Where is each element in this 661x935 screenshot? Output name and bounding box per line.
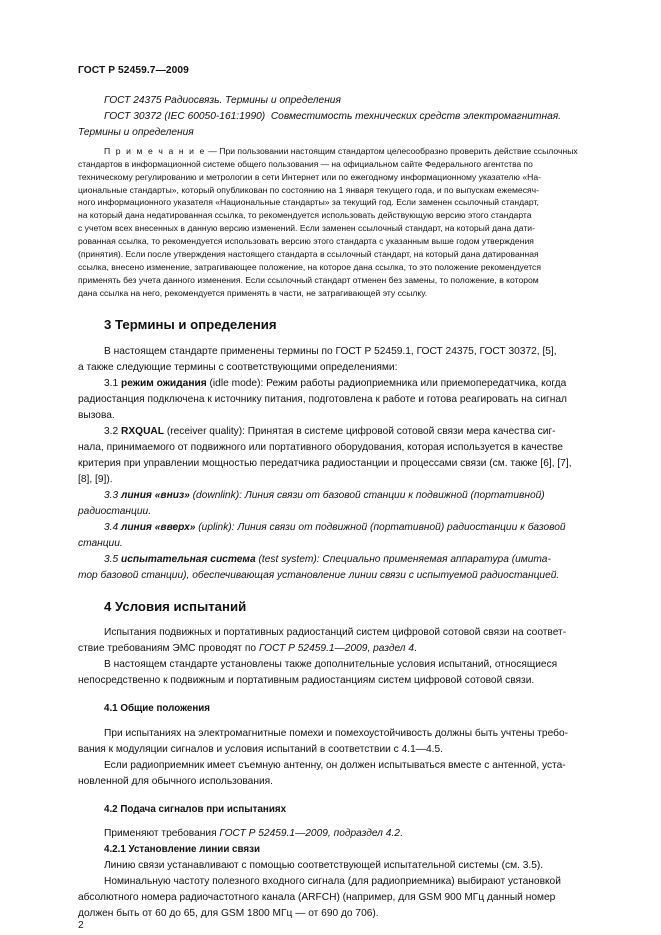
- term-number: 3.1: [104, 378, 121, 389]
- note-label: П р и м е ч а н и е: [104, 146, 206, 156]
- reference-gost-30372-text: ГОСТ 30372 (IEC 60050-161:1990) Совместимость технических средств электромагнитная.: [104, 111, 562, 122]
- note-line: дана ссылка на него, рекомендуется применять в части, не затрагивающей эту ссылку.: [78, 288, 428, 298]
- term-number: 3.3: [104, 490, 121, 501]
- term-3-5: [104, 555, 551, 565]
- note-line: циональные стандарты», который опубликован по состоянию на 1 января текущего года, и по выпускам ежемесяч-: [78, 185, 539, 195]
- reference-gost-24375: ГОСТ 24375 Радиосвязь. Термины и определения: [104, 95, 341, 106]
- note-line: ного информационного указателя «Национальные стандарты» за текущий год. Если заменен ссылочный стандарт,: [78, 197, 539, 207]
- term-name: испытательная система: [121, 554, 256, 565]
- s3-intro-line-1: В настоящем стандарте применены термины по ГОСТ Р 52459.1, ГОСТ 24375, ГОСТ 30372, [5],: [104, 346, 557, 357]
- term-number: 3.4: [104, 522, 121, 533]
- s42-p1-ref: ГОСТ Р 52459.1—2009, подраздел 4.2: [219, 828, 400, 839]
- s41-p1-line-2: вания к модуляции сигналов и условия испытаний в соответствии с 4.1—4.5.: [78, 744, 443, 755]
- term-number: 3.2: [104, 426, 121, 437]
- term-definition: (test system): Специально применяемая аппаратура (имита-: [255, 554, 551, 565]
- s421-p1: Линию связи устанавливают с помощью соответствующей испытательной системы (см. 3.5).: [104, 860, 544, 871]
- note-line: ссылка, внесено изменение, затрагивающее положение, на которое дана ссылка, то это положение рекомендуется: [78, 262, 541, 272]
- term-definition: (uplink): Линия связи от подвижной (портативной) радиостанции к базовой: [195, 522, 566, 533]
- note-line: с учетом всех внесенных в данную версию изменений. Если заменен ссылочный стандарт, на который дана дати-: [78, 223, 535, 233]
- term-number: 3.5: [104, 554, 121, 565]
- term-definition: (idle mode): Режим работы радиоприемника или приемопередатчика, когда: [206, 378, 567, 389]
- note-text-0: — При пользовании настоящим стандартом целесообразно проверить действие ссылочных: [205, 146, 578, 156]
- s41-p2-line-1: Если радиоприемник имеет съемную антенну, он должен испытываться вместе с антенной, уста-: [104, 760, 566, 771]
- term-name: режим ожидания: [121, 378, 207, 389]
- term-3-2-line: [8], [9]).: [78, 474, 113, 485]
- s42-p1-text: Применяют требования: [104, 828, 220, 839]
- term-3-2-line: критерия при управлении мощностью передатчика радиостанции и процессами связи (см. также [6], [7],: [78, 458, 572, 469]
- note-line: на который дана недатированная ссылка, то рекомендуется использовать действующую версию этого стандарта: [78, 210, 532, 220]
- section-4-1-title: 4.1 Общие положения: [104, 703, 211, 714]
- s4-p2-line-2: непосредственно к подвижным и портативным радиостанциям систем цифровой сотовой связи.: [78, 675, 535, 686]
- section-4-2-1-title: 4.2.1 Установление линии связи: [104, 844, 261, 855]
- term-3-2: [104, 427, 556, 437]
- reference-gost-30372-cont: Термины и определения: [78, 127, 194, 138]
- s4-p1-line-1: Испытания подвижных и портативных радиостанций систем цифровой сотовой связи на соответ-: [104, 627, 567, 638]
- note-line: техническому регулированию и метрологии в сети Интернет или по ежегодному информационному указателю «На-: [78, 172, 542, 182]
- term-name: линия «вверх»: [121, 522, 196, 533]
- s421-p2-line-2: абсолютного номера радиочастотного канала (ARFCH) (например, для GSM 900 МГц данный номер: [78, 892, 556, 903]
- note-line: применять без учета данного изменения. Если ссылочный стандарт отменен без замены, то положение, в котором: [78, 275, 539, 285]
- term-3-3: [104, 491, 545, 501]
- document-header: ГОСТ Р 52459.7—2009: [78, 65, 189, 76]
- s421-p2-line-1: Номинальную частоту полезного входного сигнала (для радиоприемника) выбирают установкой: [104, 876, 561, 887]
- term-3-5-line: тор базовой станции), обеспечивающая установление линии связи с испытуемой радиостанцией.: [78, 570, 560, 581]
- section-4-title: 4 Условия испытаний: [104, 599, 247, 614]
- s3-intro-line-2: а также следующие термины с соответствующими определениями:: [78, 362, 398, 373]
- s41-p2-line-2: новленной для обычного использования.: [78, 776, 274, 787]
- s42-p1: [104, 829, 403, 839]
- term-3-1: [104, 379, 566, 389]
- reference-gost-30372: [104, 112, 601, 122]
- s4-p2-line-1: В настоящем стандарте установлены также дополнительные условия испытаний, относящиеся: [104, 659, 558, 670]
- s4-p1-end: .: [414, 643, 417, 654]
- term-3-4: [104, 523, 566, 533]
- s41-p1-line-1: При испытаниях на электромагнитные помехи и помехоустойчивость должны быть учтены требо-: [104, 728, 569, 739]
- s4-p1-line-2: [78, 644, 417, 654]
- s4-p1-text: ствие требованиям ЭМС проводят по: [78, 643, 259, 654]
- note-line: рованная ссылка, то рекомендуется использовать версию этого стандарта с указанным выше годом утверждения: [78, 236, 534, 246]
- term-name: RXQUAL: [121, 426, 165, 437]
- page-number: 2: [78, 920, 84, 931]
- note-line: стандартов в информационной системе общего пользования — на официальном сайте Федерального агентства по: [78, 159, 533, 169]
- term-definition: (receiver quality): Принятая в системе цифровой сотовой связи мера качества сиг-: [164, 426, 556, 437]
- section-3-title: 3 Термины и определения: [104, 317, 277, 332]
- term-3-3-line: радиостанции.: [78, 506, 152, 517]
- term-3-4-line: станции.: [78, 538, 123, 549]
- term-3-2-line: нала, принимаемого от подвижного или портативного оборудования, которая используется в качестве: [78, 442, 563, 453]
- s421-p2-line-3: должен быть от 60 до 65, для GSM 1800 МГц — от 690 до 706).: [78, 908, 379, 919]
- note-line: (принятия). Если после утверждения настоящего стандарта в ссылочный стандарт, на который дана датированная: [78, 249, 539, 259]
- term-3-1-line: вызова.: [78, 410, 115, 421]
- s42-p1-end: .: [399, 828, 403, 839]
- note-line-1: [104, 147, 578, 156]
- term-3-1-line: радиостанция подключена к источнику питания, подготовлена к работе и готова реагировать на сигнал: [78, 394, 567, 405]
- term-definition: (downlink): Линия связи от базовой станции к подвижной (портативной): [189, 490, 545, 501]
- section-4-2-title: 4.2 Подача сигналов при испытаниях: [104, 804, 287, 815]
- term-name: линия «вниз»: [121, 490, 190, 501]
- s4-p1-ref: ГОСТ Р 52459.1—2009, раздел 4: [258, 643, 415, 654]
